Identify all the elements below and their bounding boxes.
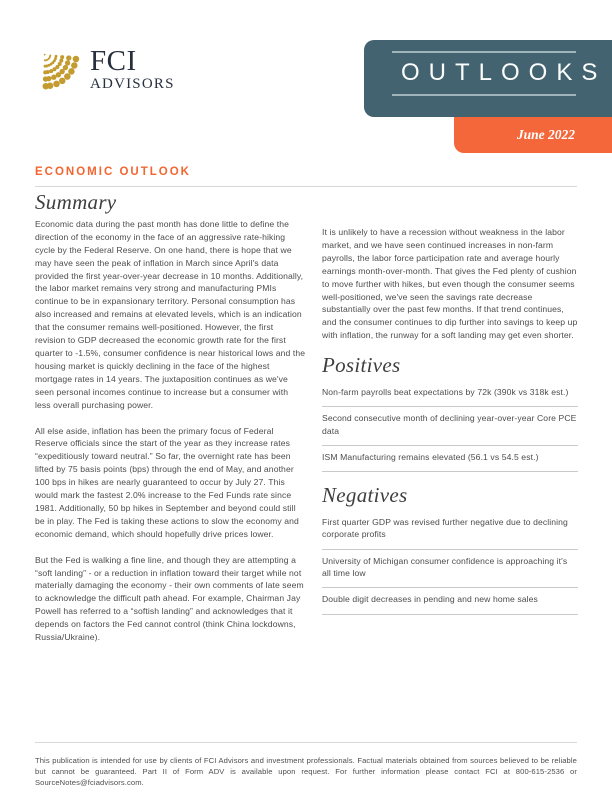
summary-continuation-paragraph: It is unlikely to have a recession without weakness in the labor market, and we have seen continued increases in non-farm payrolls, the labor force participation rate and average hourly earnings month-over-month. That gives the Fed plenty of cushion to move further with hikes, but even though the consumer seems well-positioned, we've seen the savings rate decrease substantially over the past few months. If that trend continues, and the consumer continues to dip further into savings to keep up with inflation, the runway for a soft landing may get even shorter. [322,227,578,341]
positive-item: ISM Manufacturing remains elevated (56.1 vs 54.5 est.) [322,446,578,472]
negative-item: Double digit decreases in pending and new home sales [322,588,578,614]
positive-item: Second consecutive month of declining year-over-year Core PCE data [322,407,578,446]
fci-advisors-logo [37,47,175,92]
outlooks-banner [364,40,612,117]
negatives-list [322,511,578,614]
negative-item: University of Michigan consumer confidence is approaching it's all time low [322,550,578,589]
banner-rule-top [392,51,576,53]
positives-heading: Positives [322,353,401,378]
fci-globe-logo-icon [37,47,81,91]
negatives-heading: Negatives [322,483,408,508]
summary-paragraph-1: Economic data during the past month has done little to define the direction of the economy in the face of an aggressive rate-hiking cycle by the Federal Reserve. On one hand, there is hope that we may have seen the peak of inflation in March since April's data provided the first year-over-year decrease in 10 months. Additionally, the labor market remains very strong and manufacturing PMIs continue to be in expansionary territory. Personal consumption has also increased and remains at elevated levels, which is an indication that the consumer remains well-positioned. However, the first revision to GDP decreased the economic growth rate for the first quarter to -1.5%, consumer confidence is near historical lows and the housing market is quickly declining in the face of the highest mortgage rates in 14 years. The juxtaposition continues as we've seen personal incomes continue to increase but a consumer with less overall purchasing power. [35,218,306,410]
brand-wordmark [90,47,175,92]
positive-item: Non-farm payrolls beat expectations by 72k (390k vs 318k est.) [322,381,578,407]
section-divider [35,186,577,187]
footer-divider [35,742,577,743]
right-column [322,196,578,615]
footer-disclaimer: This publication is intended for use by clients of FCI Advisors and investment professionals. Factual materials obtained from sources believed to be reliable but cannot be guaranteed. Part II of Form ADV is available upon request. For further information please contact FCI at 800-615-2536 or SourceNotes@fciadvisors.com. [35,755,577,787]
summary-paragraph-3: But the Fed is walking a fine line, and though they are attempting a “soft landing” - or a reduction in inflation toward their target while not materially damaging the economy - their own comments of late seem to acknowledge the difficult path ahead. For example, Chairman Jay Powell has referred to a “softish landing” and acknowledges that it depends on factors the Fed cannot control (think China lockdowns, Russia/Ukraine). [35,554,304,643]
section-title: ECONOMIC OUTLOOK [35,166,191,178]
masthead-title: OUTLOOKS [401,59,607,86]
banner-rule-bottom [392,94,576,96]
summary-paragraph-2: All else aside, inflation has been the primary focus of Federal Reserve officials since the start of the year as they increase rates “expeditiously toward neutral.” So far, the overnight rate has been lifted by 75 basis points (bps) through the end of May, and another 100 bps in hikes are nearly guaranteed to occur by July 27. This would mark the fastest 2.0% increase to the Fed Funds rate since 1981. Additionally, 50 bp hikes in September and beyond could still be in play. The Fed is taking these actions to slow the economy and economic demand, which should hopefully drive prices lower. [35,425,299,539]
negative-item: First quarter GDP was revised further negative due to declining corporate profits [322,511,578,550]
issue-date: June 2022 [516,127,575,142]
brand-name: FCI [90,45,137,77]
issue-date-tab [454,117,612,153]
positives-list [322,381,578,472]
summary-heading: Summary [35,190,117,214]
left-column [35,190,306,657]
brand-subname: ADVISORS [90,76,175,92]
